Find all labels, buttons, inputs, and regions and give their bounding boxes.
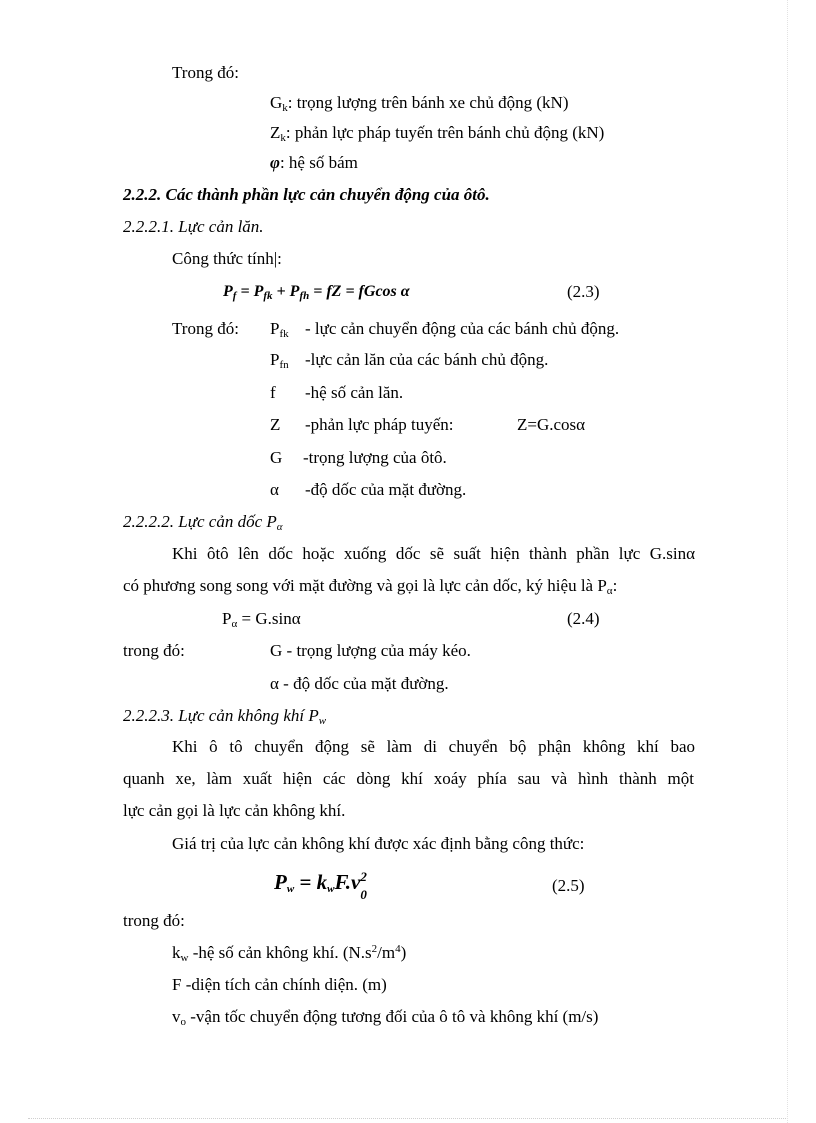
definition-text: /m — [377, 943, 396, 962]
equation-number-2-3: (2.3) — [567, 282, 600, 301]
heading-2-2-2-3 — [123, 706, 326, 726]
superscript: 2 — [371, 943, 378, 955]
subscript: α — [276, 521, 283, 533]
subscript: fk — [279, 328, 289, 340]
paragraph-line-4: quanh xe, làm xuất hiện các dòng khí xoáy phía sau và hình thành một — [123, 769, 694, 788]
trong-do-label-2: Trong đó: — [172, 319, 239, 338]
formula-sub: w — [286, 883, 295, 895]
pfn-symbol — [270, 350, 289, 370]
subscript: fn — [279, 359, 289, 371]
gk-definition — [270, 93, 568, 113]
formula-op: = — [294, 870, 317, 894]
cong-thuc-label: Công thức tính|: — [172, 249, 282, 268]
definition-text: -hệ số cản không khí. (N.s — [188, 943, 372, 962]
symbol: P — [270, 319, 280, 338]
formula-symbol: P — [222, 609, 232, 628]
subscript: w — [180, 952, 189, 964]
symbol: Z — [270, 123, 281, 142]
kw-definition — [172, 943, 406, 963]
f-area-definition: F -diện tích cản chính diện. (m) — [172, 975, 387, 994]
equation-number-2-4: (2.4) — [567, 609, 600, 628]
definition-text: -vận tốc chuyển động tương đối của ô tô và không khí (m/s) — [186, 1007, 599, 1026]
subscript: α — [231, 618, 238, 630]
vo-definition — [172, 1007, 598, 1027]
subscript: k — [280, 132, 286, 144]
formula-sub: fh — [299, 290, 310, 302]
formula-sub: w — [327, 883, 335, 895]
formula-2-3 — [223, 282, 410, 302]
f-symbol: f — [270, 383, 276, 402]
pfk-definition: - lực cản chuyển động của các bánh chủ động. — [305, 319, 620, 338]
formula-sub: fk — [263, 290, 273, 302]
paragraph-line-2 — [123, 576, 617, 596]
formula-sub: f — [232, 290, 237, 302]
trong-do-label-4: trong đó: — [123, 911, 185, 930]
g-symbol: G — [270, 448, 283, 467]
alpha-definition: -độ dốc của mặt đường. — [305, 480, 467, 499]
subscript: o — [180, 1016, 186, 1028]
paragraph-line-6: Giá trị của lực cản không khí được xác định bằng công thức: — [172, 834, 585, 853]
heading-text: 2.2.2.2. Lực cản dốc P — [123, 512, 277, 531]
formula-op: + — [272, 283, 290, 300]
paragraph-line-3: Khi ô tô chuyển động sẽ làm di chuyển bộ phận không khí bao — [172, 737, 695, 756]
z-formula: Z=G.cosα — [517, 415, 586, 434]
subscript: k — [282, 102, 288, 114]
definition-text: : hệ số bám — [279, 153, 358, 172]
formula-rest: = fZ = fGcos α — [309, 283, 410, 300]
formula-symbol: k — [316, 870, 328, 894]
paragraph-line-1: Khi ôtô lên dốc hoặc xuống dốc sẽ suất hiện thành phần lực G.sinα — [172, 544, 695, 563]
formula-2-4 — [222, 609, 301, 629]
phi-definition — [270, 153, 358, 173]
paragraph-end: : — [612, 576, 618, 595]
z-symbol: Z — [270, 415, 281, 434]
definition-text: : phản lực pháp tuyến trên bánh chủ động (kN) — [285, 123, 605, 142]
heading-text: 2.2.2.3. Lực cản không khí P — [123, 706, 319, 725]
formula-symbol: P — [289, 283, 300, 300]
page-right-border — [787, 0, 788, 1123]
formula-symbol: P — [223, 283, 233, 300]
heading-2-2-2-1: 2.2.2.1. Lực cản lăn. — [123, 217, 264, 236]
zk-definition — [270, 123, 604, 143]
formula-symbol: P — [253, 283, 264, 300]
alpha-symbol: α — [270, 480, 279, 499]
paragraph-text: có phương song song với mặt đường và gọi là lực cản dốc, ký hiệu là P — [123, 576, 607, 595]
paragraph-line-5: lực cản gọi là lực cản không khí. — [123, 801, 346, 820]
symbol: P — [270, 350, 280, 369]
symbol: k — [172, 943, 181, 962]
formula-rest: = G.sinα — [237, 609, 301, 628]
trong-do-label-3: trong đó: — [123, 641, 185, 660]
pfk-symbol — [270, 319, 289, 339]
definition-text: ) — [400, 943, 407, 962]
z-definition: -phản lực pháp tuyến: — [305, 415, 454, 434]
equation-number-2-5: (2.5) — [552, 876, 585, 895]
formula-op: = — [236, 283, 254, 300]
pfn-definition: -lực cản lăn của các bánh chủ động. — [305, 350, 549, 369]
subscript: w — [318, 715, 327, 727]
symbol: v — [172, 1007, 181, 1026]
heading-2-2-2: 2.2.2. Các thành phần lực cản chuyển động của ôtô. — [123, 185, 490, 204]
subscript: α — [606, 585, 613, 597]
symbol: G — [270, 93, 283, 112]
definition-text: : trọng lượng trên bánh xe chủ động (kN) — [287, 93, 569, 112]
formula-symbol: P — [274, 870, 287, 894]
formula-2-5: $P_w = k_wF.v$ 2 0 — [274, 869, 367, 902]
page-bottom-border — [28, 1118, 788, 1119]
g-definition-2: G - trọng lượng của máy kéo. — [270, 641, 471, 660]
formula-rest: F.v — [334, 870, 361, 894]
alpha-definition-2: α - độ dốc của mặt đường. — [270, 674, 449, 693]
g-definition: -trọng lượng của ôtô. — [303, 448, 447, 467]
trong-do-label: Trong đó: — [172, 63, 239, 82]
f-definition: -hệ số cản lăn. — [305, 383, 404, 402]
heading-2-2-2-2 — [123, 512, 283, 532]
superscript: 4 — [395, 943, 401, 955]
symbol: φ — [270, 153, 280, 172]
